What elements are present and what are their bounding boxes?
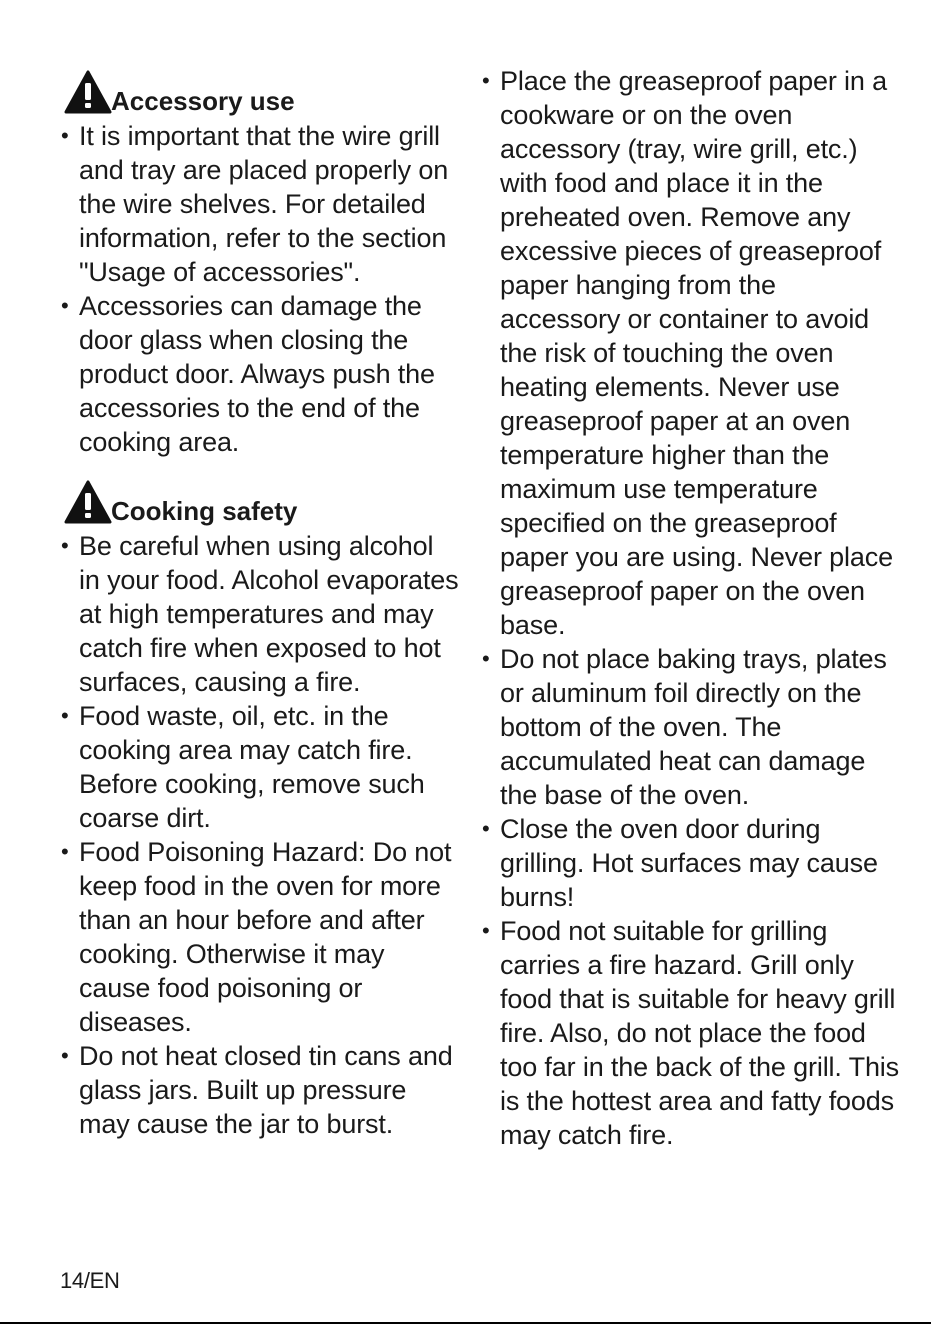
section-title: Accessory use: [111, 86, 295, 116]
warning-icon: [64, 479, 112, 525]
section-heading-accessory-use: [60, 57, 460, 115]
list-item: • It is important that the wire grill and tray are placed properly on the wire shelves. For detailed information, refer to the section "Usage of accessories".: [61, 121, 449, 287]
page-number: 14/EN: [60, 1268, 120, 1293]
warning-icon: [64, 69, 112, 115]
accessory-bullet-list: [60, 119, 460, 459]
list-item: • Food Poisoning Hazard: Do not keep food in the oven for more than an hour before and after cooking. Otherwise it may cause food poisoning or diseases.: [61, 837, 452, 1037]
list-item: • Be careful when using alcohol in your food. Alcohol evaporates at high temperatures and may catch fire when exposed to hot surfaces, causing a fire.: [61, 531, 459, 697]
cooking-bullet-list: [60, 529, 460, 1141]
right-column: [481, 64, 901, 1152]
list-item: • Do not heat closed tin cans and glass jars. Built up pressure may cause the jar to burst.: [61, 1041, 453, 1139]
section-title: Cooking safety: [111, 496, 298, 526]
list-item: • Food waste, oil, etc. in the cooking area may catch fire. Before cooking, remove such coarse dirt.: [61, 701, 425, 833]
list-item: • Accessories can damage the door glass when closing the product door. Always push the accessories to the end of the cooking area.: [61, 291, 435, 457]
list-item: • Food not suitable for grilling carries a fire hazard. Grill only food that is suitable for heavy grill fire. Also, do not place the food too far in the back of the grill. This is the hottest area and fatty foods may catch fire.: [482, 916, 900, 1150]
list-item: • Close the oven door during grilling. Hot surfaces may cause burns!: [482, 814, 878, 912]
right-bullet-list: [481, 64, 901, 1152]
list-item: • Place the greaseproof paper in a cookware or on the oven accessory (tray, wire grill, etc.) with food and place it in the preheated oven. Remove any excessive pieces of greaseproof paper hanging from the accessory or container to avoid the risk of touching the oven heating elements. Never use greaseproof paper at an oven temperature higher than the maximum use temperature specified on the greaseproof paper you are using. Never place greaseproof paper on the oven base.: [482, 66, 893, 640]
list-item: • Do not place baking trays, plates or aluminum foil directly on the bottom of the oven. The accumulated heat can damage the base of the oven.: [482, 644, 887, 810]
section-heading-cooking-safety: [60, 467, 460, 525]
left-column: [60, 0, 460, 1141]
